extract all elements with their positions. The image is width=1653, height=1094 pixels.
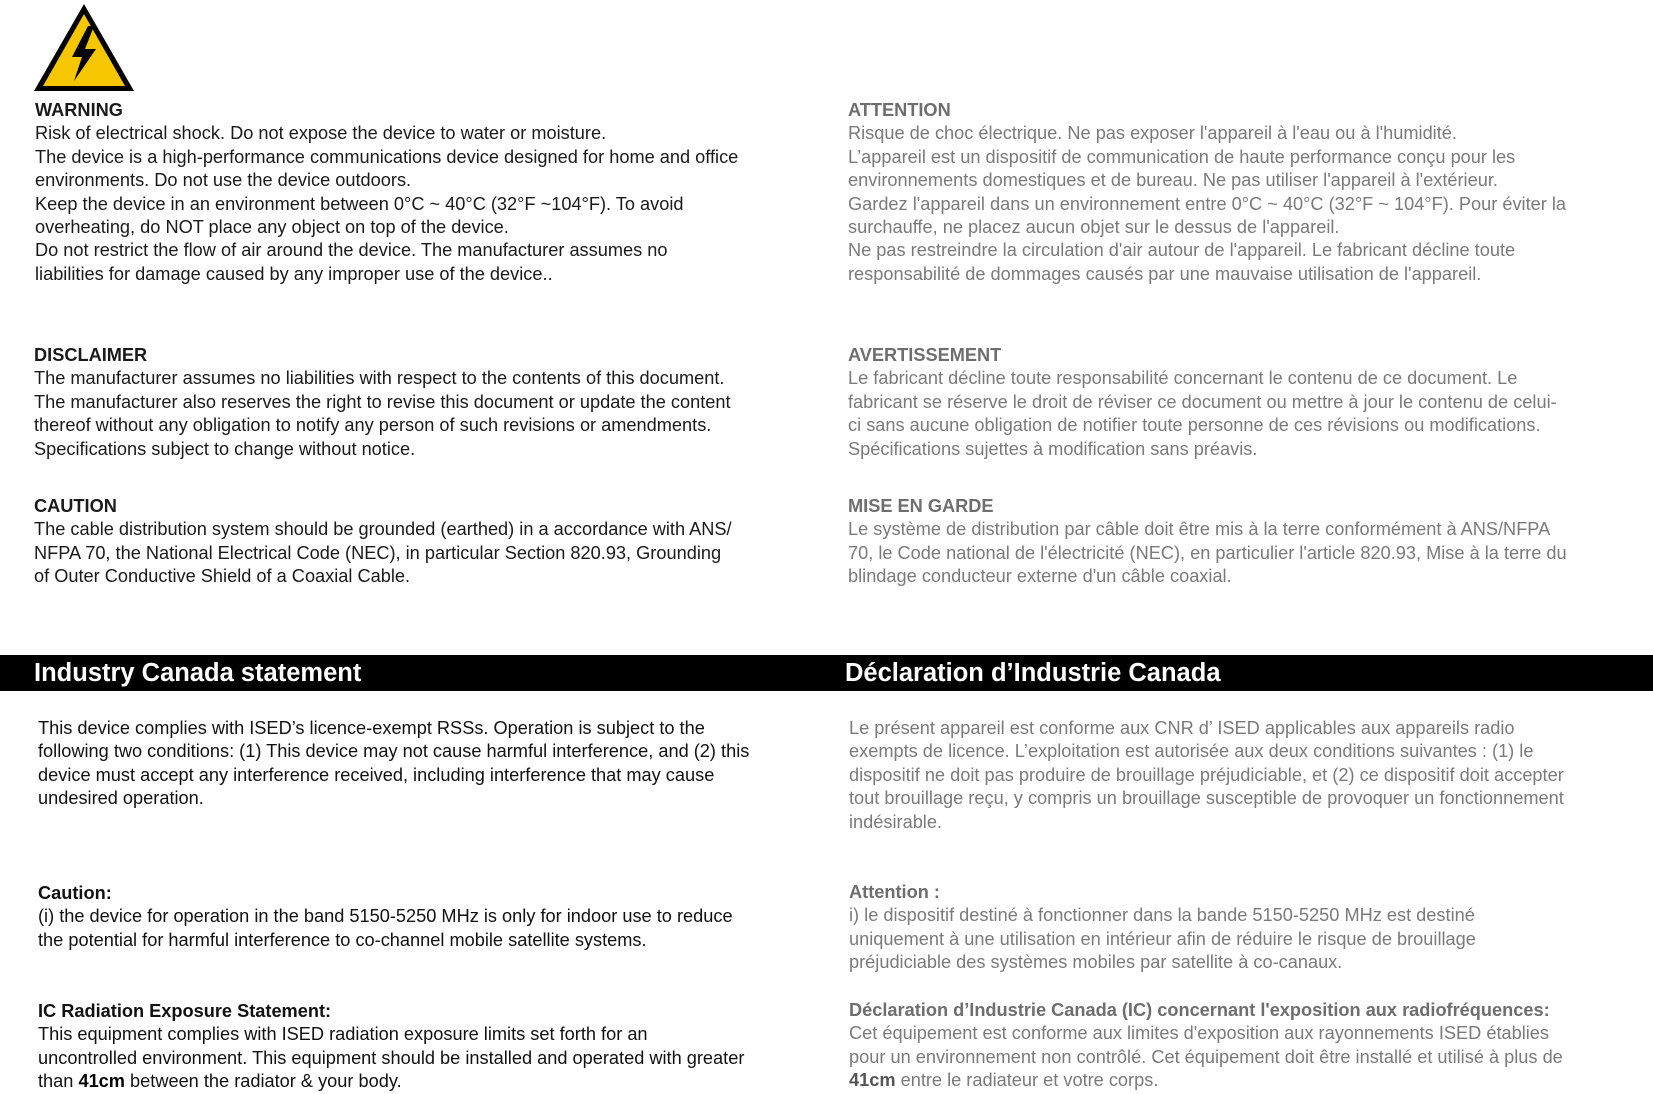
ic-en-line: This device complies with ISED’s licence-exempt RSSs. Operation is subject to the <box>38 718 705 738</box>
caution-ic-line: the potential for harmful interference to co-channel mobile satellite systems. <box>38 929 647 950</box>
disclaimer-heading: DISCLAIMER <box>34 345 148 365</box>
attention-line: Ne pas restreindre la circulation d'air autour de l'appareil. Le fabricant décline toute <box>848 240 1516 261</box>
ic-en-line: device must accept any interference received, including interference that may cause <box>38 764 715 785</box>
ic-fr-line: Le présent appareil est conforme aux CNR d’ ISED applicables aux appareils radio <box>849 718 1515 738</box>
disclaimer-line: Specifications subject to change without notice. <box>34 438 416 459</box>
mise-en-garde-section <box>848 495 1648 589</box>
radiation-en-line <box>38 1070 838 1093</box>
avertissement-line: Spécifications sujettes à modification sans préavis. <box>848 438 1258 459</box>
industry-canada-title-fr: Déclaration d’Industrie Canada <box>845 659 1221 687</box>
industry-canada-title-en: Industry Canada statement <box>34 659 362 687</box>
warning-line: environments. Do not use the device outdoors. <box>35 170 412 191</box>
radiation-statement-en <box>38 1000 838 1094</box>
caution-line: NFPA 70, the National Electrical Code (NEC), in particular Section 820.93, Grounding <box>34 542 722 563</box>
attention-line: Gardez l'appareil dans un environnement entre 0°C ~ 40°C (32°F ~ 104°F). Pour éviter la <box>848 193 1567 214</box>
attention-section <box>848 99 1648 286</box>
radiation-en-line: uncontrolled environment. This equipment should be installed and operated with greater <box>38 1047 745 1068</box>
warning-section <box>35 99 825 286</box>
warning-line: The device is a high-performance communications device designed for home and office <box>35 146 739 167</box>
attention-line: L’appareil est un dispositif de communication de haute performance conçu pour les <box>848 146 1516 167</box>
avertissement-line: fabricant se réserve le droit de réviser ce document ou mettre à jour le contenu de celui- <box>848 391 1557 412</box>
warning-line: Risk of electrical shock. Do not expose the device to water or moisture. <box>35 123 607 144</box>
attention-ic-line: i) le dispositif destiné à fonctionner dans la bande 5150-5250 MHz est destiné <box>849 905 1475 926</box>
warning-line: Do not restrict the flow of air around the device. The manufacturer assumes no <box>35 240 668 261</box>
ic-statement-en <box>38 717 828 811</box>
radiation-en-line3-post: between the radiator & your body. <box>124 1071 402 1092</box>
avertissement-line: Le fabricant décline toute responsabilité concernant le contenu de ce document. Le <box>848 368 1518 389</box>
ic-en-line: undesired operation. <box>38 788 204 809</box>
ic-fr-line: tout brouillage reçu, y compris un brouillage susceptible de provoquer un fonctionnement <box>849 788 1564 809</box>
caution-ic-line: (i) the device for operation in the band 5150-5250 MHz is only for indoor use to reduce <box>38 906 733 927</box>
radiation-statement-fr <box>849 999 1649 1093</box>
radiation-fr-line <box>849 1069 1649 1092</box>
mise-en-garde-heading: MISE EN GARDE <box>848 496 994 516</box>
warning-line: Keep the device in an environment between 0°C ~ 40°C (32°F ~104°F). To avoid <box>35 193 684 214</box>
attention-heading: ATTENTION <box>848 100 951 120</box>
radiation-en-distance: 41cm <box>78 1071 125 1092</box>
avertissement-line: ci sans aucune obligation de notifier toute personne de ces révisions ou modifications. <box>848 415 1541 436</box>
warning-heading: WARNING <box>35 100 123 120</box>
caution-line: The cable distribution system should be grounded (earthed) in a accordance with ANS/ <box>34 519 732 540</box>
ic-en-line: following two conditions: (1) This device may not cause harmful interference, and (2) this <box>38 741 750 762</box>
attention-ic-heading: Attention : <box>849 882 940 902</box>
radiation-fr-line: pour un environnement non contrôlé. Cet équipement doit être installé et utilisé à plus de <box>849 1046 1563 1067</box>
attention-ic-line: uniquement à une utilisation en intérieur afin de réduire le risque de brouillage <box>849 928 1476 949</box>
high-voltage-warning-icon <box>32 2 136 93</box>
caution-ic-section <box>38 882 828 952</box>
disclaimer-line: The manufacturer assumes no liabilities with respect to the contents of this document. <box>34 368 725 389</box>
radiation-en-line3-pre: than <box>38 1071 79 1092</box>
warning-line: overheating, do NOT place any object on top of the device. <box>35 217 509 238</box>
disclaimer-section <box>34 344 834 461</box>
ic-statement-fr <box>849 717 1649 834</box>
avertissement-heading: AVERTISSEMENT <box>848 345 1002 365</box>
caution-line: of Outer Conductive Shield of a Coaxial Cable. <box>34 566 411 587</box>
avertissement-section <box>848 344 1648 461</box>
ic-fr-line: dispositif ne doit pas produire de brouillage préjudiciable, et (2) ce dispositif doit accepter <box>849 764 1564 785</box>
attention-line: surchauffe, ne placez aucun objet sur le dessus de l'appareil. <box>848 217 1340 238</box>
attention-ic-section <box>849 881 1649 975</box>
industry-canada-header-bar <box>0 655 1653 691</box>
mise-en-garde-line: Le système de distribution par câble doit être mis à la terre conformément à ANS/NFPA <box>848 519 1551 540</box>
radiation-fr-line3-post: entre le radiateur et votre corps. <box>895 1070 1159 1091</box>
radiation-fr-distance: 41cm <box>849 1070 896 1091</box>
attention-ic-line: préjudiciable des systèmes mobiles par satellite à co-canaux. <box>849 952 1343 973</box>
caution-ic-heading: Caution: <box>38 883 112 903</box>
caution-heading: CAUTION <box>34 496 117 516</box>
mise-en-garde-line: blindage conducteur externe d'un câble coaxial. <box>848 566 1232 587</box>
warning-line: liabilities for damage caused by any improper use of the device.. <box>35 263 553 284</box>
radiation-en-line: This equipment complies with ISED radiation exposure limits set forth for an <box>38 1024 648 1045</box>
ic-fr-line: exempts de licence. L’exploitation est autorisée aux deux conditions suivantes : (1) le <box>849 741 1534 762</box>
radiation-fr-heading: Déclaration d’Industrie Canada (IC) concernant l'exposition aux radiofréquences: <box>849 1000 1550 1020</box>
radiation-en-heading: IC Radiation Exposure Statement: <box>38 1001 332 1021</box>
attention-line: environnements domestiques et de bureau. Ne pas utiliser l'appareil à l'extérieur. <box>848 170 1498 191</box>
attention-line: responsabilité de dommages causés par une mauvaise utilisation de l'appareil. <box>848 263 1482 284</box>
ic-fr-line: indésirable. <box>849 811 943 832</box>
disclaimer-line: The manufacturer also reserves the right to revise this document or update the content <box>34 391 731 412</box>
radiation-fr-line: Cet équipement est conforme aux limites d'exposition aux rayonnements ISED établies <box>849 1023 1550 1044</box>
caution-section <box>34 495 834 589</box>
disclaimer-line: thereof without any obligation to notify any person of such revisions or amendments. <box>34 415 712 436</box>
mise-en-garde-line: 70, le Code national de l'électricité (NEC), en particulier l'article 820.93, Mise à la terre du <box>848 542 1567 563</box>
attention-line: Risque de choc électrique. Ne pas exposer l'appareil à l'eau ou à l'humidité. <box>848 123 1457 144</box>
